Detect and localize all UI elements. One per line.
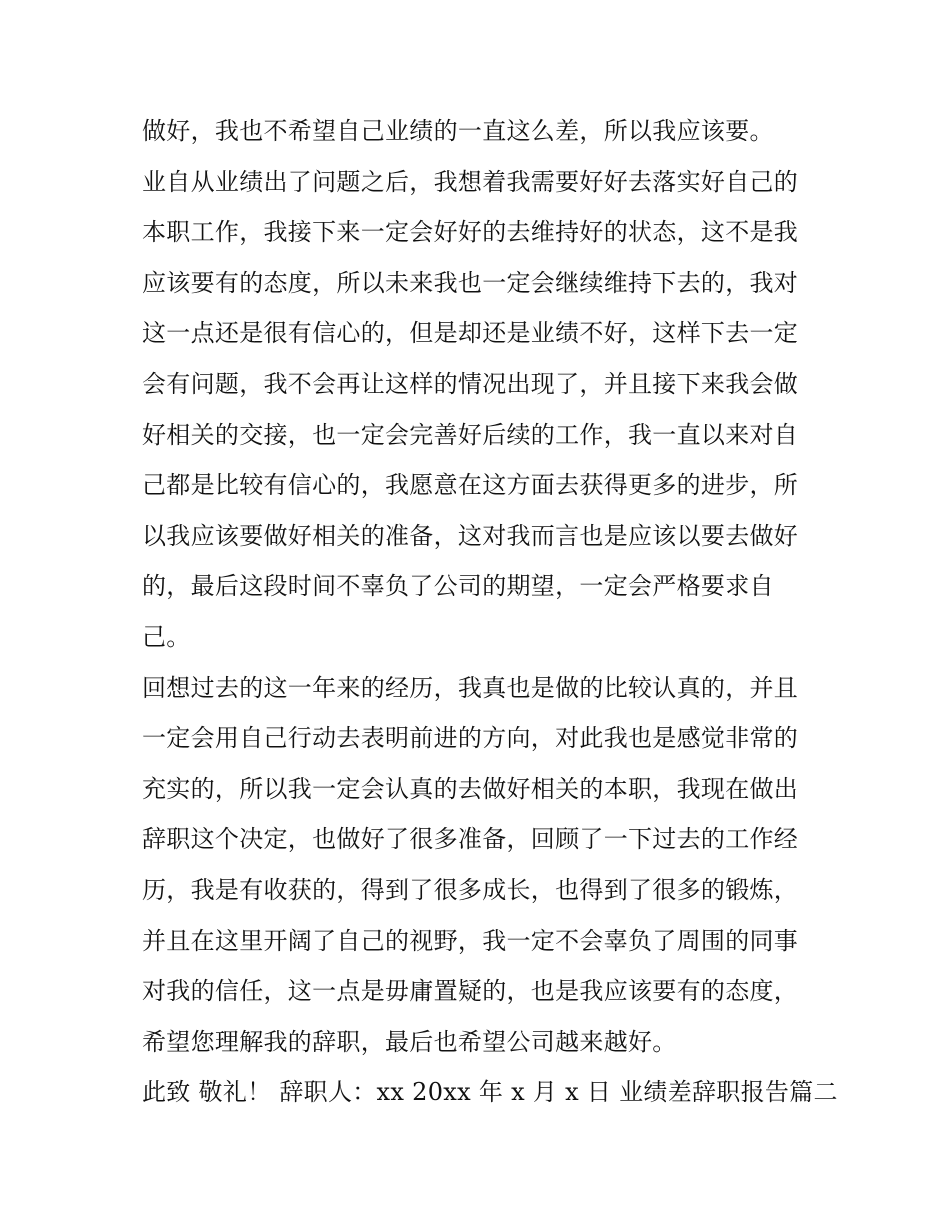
text-line: 本职工作，我接下来一定会好好的去维持好的状态，这不是我 [142,218,799,247]
text-line: 应该要有的态度，所以未来我也一定会继续维持下去的，我对 [142,268,799,297]
text-line: 并且在这里开阔了自己的视野，我一定不会辜负了周围的同事 [142,926,799,955]
text-line: 这一点还是很有信心的，但是却还是业绩不好，这样下去一定 [142,319,799,348]
text-line: 充实的，所以我一定会认真的去做好相关的本职，我现在做出 [142,774,799,803]
text-line: 历，我是有收获的，得到了很多成长，也得到了很多的锻炼， [142,875,799,904]
text-line: 希望您理解我的辞职，最后也希望公司越来越好。 [142,1027,677,1056]
text-line: 会有问题，我不会再让这样的情况出现了，并且接下来我会做 [142,369,799,398]
text-line: 好相关的交接，也一定会完善好后续的工作，我一直以来对自 [142,420,799,449]
text-line: 做好，我也不希望自己业绩的一直这么差，所以我应该要。 [142,117,774,145]
text-line: 业自从业绩出了问题之后，我想着我需要好好去落实好自己的 [142,167,799,196]
text-line: 己。 [142,622,191,651]
text-line: 一定会用自己行动去表明前进的方向，对此我也是感觉非常的 [142,724,799,753]
text-line: 的，最后这段时间不辜负了公司的期望，一定会严格要求自 [142,572,774,601]
closing-line: 此致 敬礼！ 辞职人：xx 20xx 年 x 月 x 日 业绩差辞职报告篇二 [142,1078,838,1107]
text-line: 回想过去的这一年来的经历，我真也是做的比较认真的，并且 [142,673,799,702]
text-line: 对我的信任，这一点是毋庸置疑的，也是我应该要有的态度， [142,977,799,1006]
text-line: 己都是比较有信心的，我愿意在这方面去获得更多的进步，所 [142,471,799,500]
text-line: 以我应该要做好相关的准备，这对我而言也是应该以要去做好 [142,521,799,550]
document-body [142,106,838,1118]
text-line: 辞职这个决定，也做好了很多准备，回顾了一下过去的工作经 [142,825,799,854]
